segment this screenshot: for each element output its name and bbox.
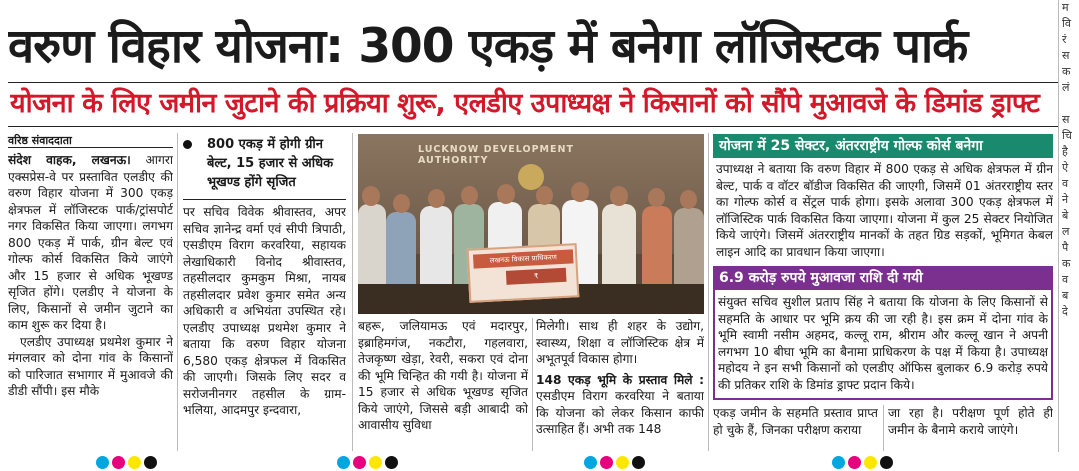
cheque-amount: ₹ — [506, 268, 567, 285]
subheadline: योजना के लिए जमीन जुटाने की प्रक्रिया शुरू, एलडीए उपाध्यक्ष ने किसानों को सौंपे मुआवजे के डिमांड ड्राफ्ट — [10, 88, 1040, 119]
previous-article-strip — [0, 0, 1079, 6]
column-rule — [883, 405, 884, 451]
dateline: संदेश वाहक, लखनऊ। — [8, 153, 131, 167]
registration-dot — [880, 456, 893, 469]
box-1-heading: योजना में 25 सेक्टर, अंतरराष्ट्रीय गोल्फ कोर्स बनेगा — [713, 134, 1053, 158]
article-column-5: एकड़ जमीन के सहमति प्रस्ताव प्राप्त हो चुके हैं, जिनका परीक्षण कराया — [713, 406, 878, 437]
column-rule — [532, 318, 533, 451]
byline: वरिष्ठ संवाददाता — [8, 134, 72, 147]
registration-dot — [353, 456, 366, 469]
registration-dot — [96, 456, 109, 469]
photo-wall-sign: LUCKNOW DEVELOPMENT AUTHORITY — [418, 144, 574, 166]
box-1-text: उपाध्यक्ष ने बताया कि वरुण विहार में 800 एकड़ से अधिक क्षेत्रफल में ग्रीन बेल्ट, पार्क व वॉटर बॉडीज विकसित की जाएगी, जिसमें 01 अंतरराष्ट्रीय स्तर का गोल्फ कोर्स व सेंट्रल पार्क होगा। इसके अलावा 300 एकड़ क्षेत्रफल में लॉजिस्टिक पार्क विकसित किया जाएगा। योजना में कुल 25 सेक्टर नियोजित किये जाएंगे। जिसमें अंतरराष्ट्रीय मानकों के तहत ग्रिड सड़कों, भूमिगत केबल लाइन आदि का प्रावधान किया जाएगा। — [716, 162, 1053, 259]
column-4-paragraph-2: एसडीएम विराग करवरिया ने बताया कि योजना को लेकर किसान काफी उत्साहित हैं। अभी तक 148 — [536, 389, 704, 436]
print-registration-strip — [0, 452, 1079, 471]
headline-divider — [8, 82, 1058, 83]
registration-dot — [600, 456, 613, 469]
demand-draft-board — [467, 243, 580, 303]
person-head — [461, 186, 478, 205]
column-1-paragraph-2: एलडीए उपाध्यक्ष प्रथमेश कुमार ने मंगलवार को दोना गांव के किसानों को पारिजात सभागार में मुआवजे की डीडी सौंपी। इस मौके — [8, 334, 173, 398]
article-column-1 — [8, 152, 173, 452]
person-figure — [674, 208, 704, 288]
registration-dot — [112, 456, 125, 469]
registration-dot — [864, 456, 877, 469]
person-head — [362, 186, 380, 206]
registration-dot — [832, 456, 845, 469]
person-head — [428, 189, 445, 208]
article-column-2: पर सचिव विवेक श्रीवास्तव, अपर सचिव ज्ञानेन्द्र वर्मा एवं सीपी त्रिपाठी, एसडीएम विराग करवरिया, सहायक लेखाधिकारी विनोद श्रीवास्तव, तहसीलदार कुमकुम मिश्रा, नायब तहसीलदार प्रवेश कुमार समेत अन्य अधिकारी व अभियंता उपस्थित रहे। एलडीए उपाध्यक्ष प्रथमेश कुमार ने बताया कि वरुण विहार योजना 6,580 एकड़ क्षेत्रफल में विकसित की जाएगी। जिसके लिए सदर व सरोजनीनगर तहसील के ग्राम-भलिया, आदमपुर इन्दवारा, — [183, 205, 346, 417]
box-2-heading: 6.9 करोड़ रुपये मुआवजा राशि दी गयी — [713, 266, 1053, 290]
person-figure — [602, 204, 636, 290]
person-figure — [386, 212, 416, 292]
cheque-label: लखनऊ विकास प्राधिकरण — [473, 249, 574, 268]
registration-dot — [337, 456, 350, 469]
registration-dot — [616, 456, 629, 469]
registration-dot — [848, 456, 861, 469]
news-photo — [358, 134, 704, 314]
column-rule — [708, 133, 709, 451]
registration-dot — [584, 456, 597, 469]
column-rule — [352, 133, 353, 451]
person-head — [648, 188, 665, 207]
article-column-3: बहरू, जलियामऊ एवं मदारपुर, इब्राहिमगंज, नकटौरा, गहलवारा, तेजकृष्ण खेड़ा, रेवरी, सकरा एवं दोना की भूमि चिन्हित की गयी है। योजना में 15 हजार से अधिक भूखण्ड सृजित किये जाएंगे, जिससे बड़ी आबादी को आवासीय सुविधा — [358, 319, 528, 432]
article-column-4 — [536, 318, 704, 452]
headline: वरुण विहार योजना: 300 एकड़ में बनेगा लॉजिस्टक पार्क — [8, 19, 968, 74]
byline-divider — [8, 147, 173, 148]
person-figure — [420, 206, 452, 290]
subhead-divider — [8, 126, 1058, 127]
registration-dot — [385, 456, 398, 469]
person-head — [393, 194, 410, 213]
registration-dot — [128, 456, 141, 469]
side-highlight-divider — [183, 199, 346, 200]
registration-dot — [144, 456, 157, 469]
registration-dot — [632, 456, 645, 469]
person-head — [497, 184, 515, 204]
registration-dot — [369, 456, 382, 469]
bullet-icon — [183, 140, 192, 149]
column-4-subheading: 148 एकड़ भूमि के प्रस्ताव मिले : — [536, 372, 704, 387]
side-highlight-text: 800 एकड़ में होगी ग्रीन बेल्ट, 15 हजार से अधिक भूखण्ड होंगे सृजित — [207, 137, 334, 190]
column-4-paragraph-1: मिलेगी। साथ ही शहर के उद्योग, स्वास्थ्य, शिक्षा व लॉजिस्टिक क्षेत्र में अभूतपूर्व विकास होगा। — [536, 319, 704, 366]
person-head — [610, 186, 628, 206]
article-column-6: जा रहा है। परीक्षण पूर्ण होते ही जमीन के बैनामे कराये जाएंगे। — [888, 406, 1053, 437]
column-1-paragraph-1: आगरा एक्सप्रेस-वे पर प्रस्तावित एलडीए की वरुण विहार योजना में 300 एकड़ क्षेत्रफल में लॉजिस्टक पार्क/ट्रांसपोर्ट नगर विकसित किया जाएगा। लगभग 800 एकड़ में पार्क, ग्रीन बेल्ट एवं गोल्फ कोर्स विकसित किये जाएंगे और 15 हजार से अधिक भूखण्ड सृजित होंगे। एलडीए ने योजना के लिए, किसानों से जमीन जुटाने का काम शुरू कर दिया है। — [8, 153, 173, 332]
person-head — [536, 186, 553, 205]
box-2-text: संयुक्त सचिव सुशील प्रताप सिंह ने बताया कि योजना के लिए किसानों से सहमति के आधार पर भूमि क्रय की जा रही है। इस क्रम में दोना गांव के भूमि स्वामी नसीम अहमद, कल्लू राम, श्रीराम और कल्लू खान ने अपनी लगभग 10 बीघा भूमि का बैनामा प्राधिकरण के पक्ष में किया है। उपाध्यक्ष महोदय ने इन सभी किसानों को एलडीए ऑफिस बुलाकर 6.9 करोड़ रुपये की प्रतिकर राशि के डिमांड ड्राफ्ट प्रदान किये। — [718, 295, 1048, 392]
column-rule — [177, 133, 178, 451]
person-figure — [358, 204, 386, 294]
person-figure — [642, 206, 672, 288]
side-highlight — [183, 135, 346, 192]
person-head — [680, 190, 697, 209]
person-head — [571, 182, 589, 202]
adjacent-article-edge: म वि रं स क लं स चि है ऐ व ने बे ल पै क व ब दे — [1058, 0, 1079, 471]
